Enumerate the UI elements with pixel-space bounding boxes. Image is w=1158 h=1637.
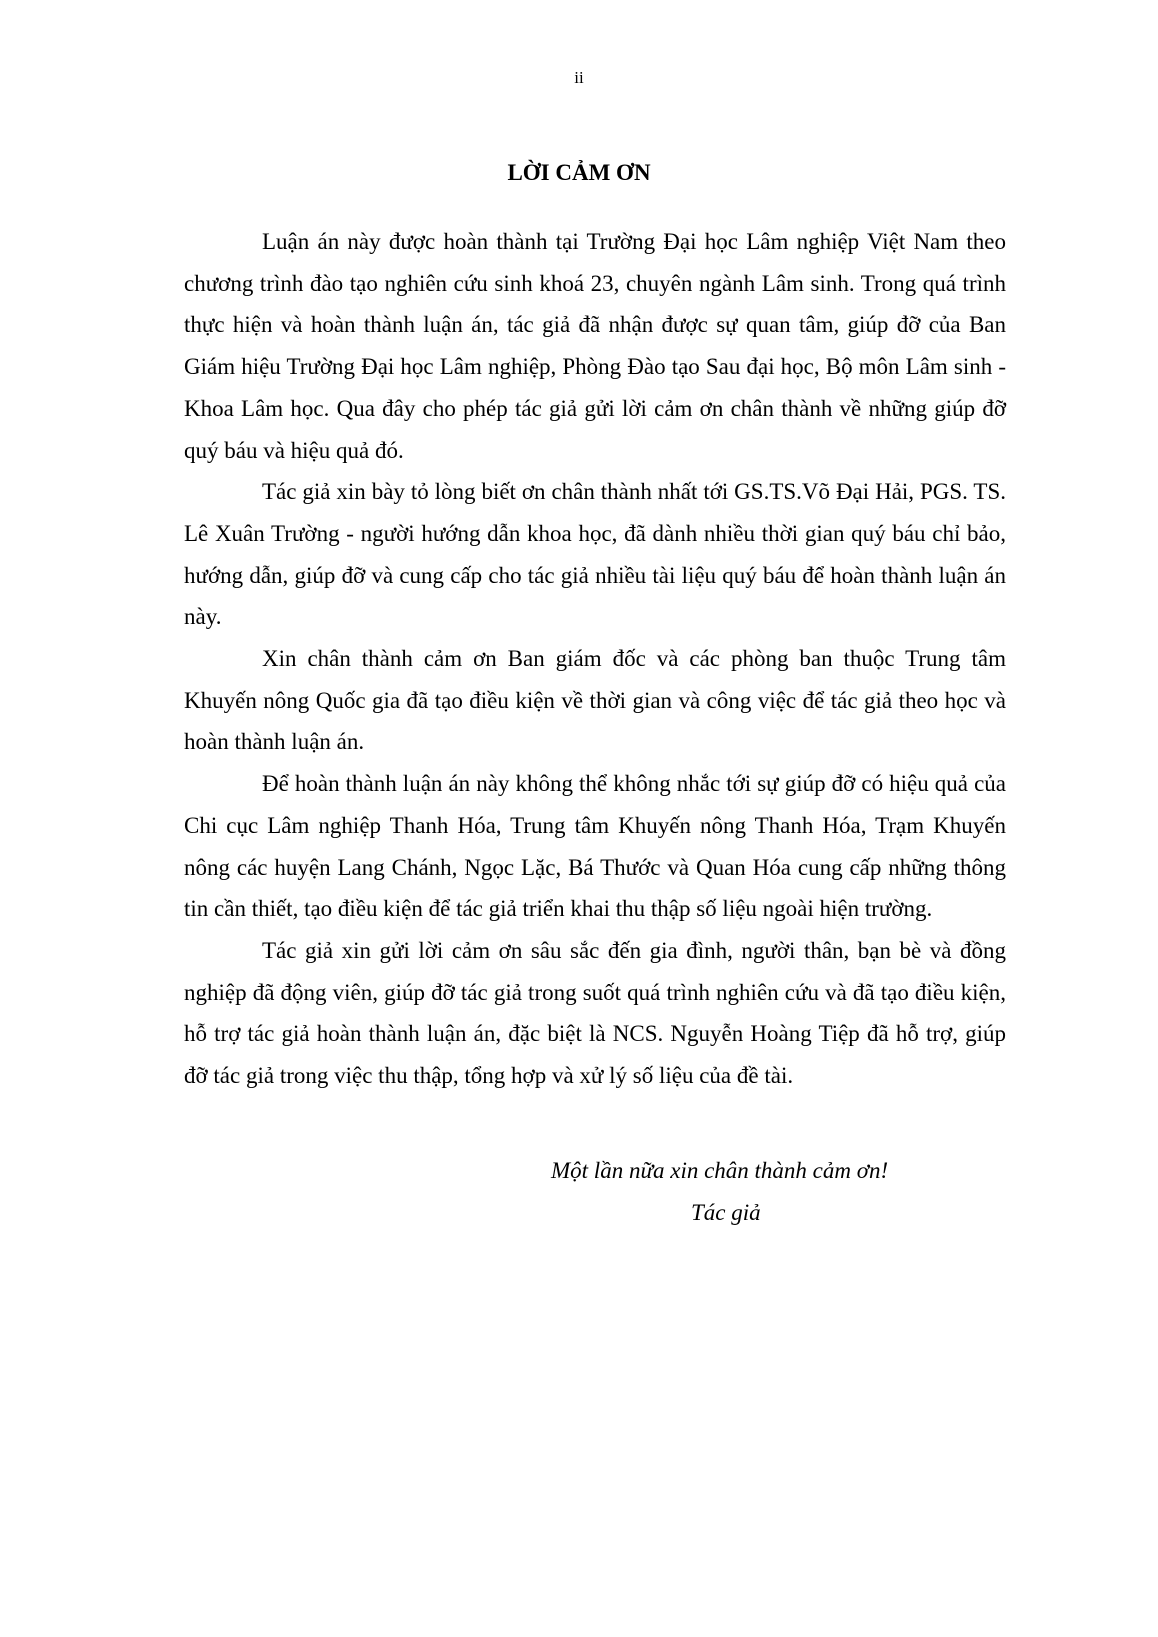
closing-thanks: Một lần nữa xin chân thành cảm ơn! [551,1158,889,1183]
paragraph-3: Xin chân thành cảm ơn Ban giám đốc và các phòng ban thuộc Trung tâm Khuyến nông Quốc gia đã tạo điều kiện về thời gian và công việc để tác giả theo học và hoàn thành luận án. [184,646,1006,755]
page-title: LỜI CẢM ƠN [507,160,651,185]
acknowledgement-body [184,221,1006,1097]
paragraph-2: Tác giả xin bày tỏ lòng biết ơn chân thành nhất tới GS.TS.Võ Đại Hải, PGS. TS. Lê Xuân Trường - người hướng dẫn khoa học, đã dành nhiều thời gian quý báu chỉ bảo, hướng dẫn, giúp đỡ và cung cấp cho tác giả nhiều tài liệu quý báu để hoàn thành luận án này. [184,479,1006,630]
paragraph-4: Để hoàn thành luận án này không thể không nhắc tới sự giúp đỡ có hiệu quả của Chi cục Lâm nghiệp Thanh Hóa, Trung tâm Khuyến nông Thanh Hóa, Trạm Khuyến nông các huyện Lang Chánh, Ngọc Lặc, Bá Thước và Quan Hóa cung cấp những thông tin cần thiết, tạo điều kiện để tác giả triển khai thu thập số liệu ngoài hiện trường. [184,771,1006,922]
paragraph-1: Luận án này được hoàn thành tại Trường Đại học Lâm nghiệp Việt Nam theo chương trình đào tạo nghiên cứu sinh khoá 23, chuyên ngành Lâm sinh. Trong quá trình thực hiện và hoàn thành luận án, tác giả đã nhận được sự quan tâm, giúp đỡ của Ban Giám hiệu Trường Đại học Lâm nghiệp, Phòng Đào tạo Sau đại học, Bộ môn Lâm sinh - Khoa Lâm học. Qua đây cho phép tác giả gửi lời cảm ơn chân thành về những giúp đỡ quý báu và hiệu quả đó. [184,229,1006,463]
page-number: ii [574,68,584,87]
author-signature: Tác giả [691,1200,761,1225]
paragraph-5: Tác giả xin gửi lời cảm ơn sâu sắc đến gia đình, người thân, bạn bè và đồng nghiệp đã động viên, giúp đỡ tác giả trong suốt quá trình nghiên cứu và đã tạo điều kiện, hỗ trợ tác giả hoàn thành luận án, đặc biệt là NCS. Nguyễn Hoàng Tiệp đã hỗ trợ, giúp đỡ tác giả trong việc thu thập, tổng hợp và xử lý số liệu của đề tài. [184,937,1006,1089]
